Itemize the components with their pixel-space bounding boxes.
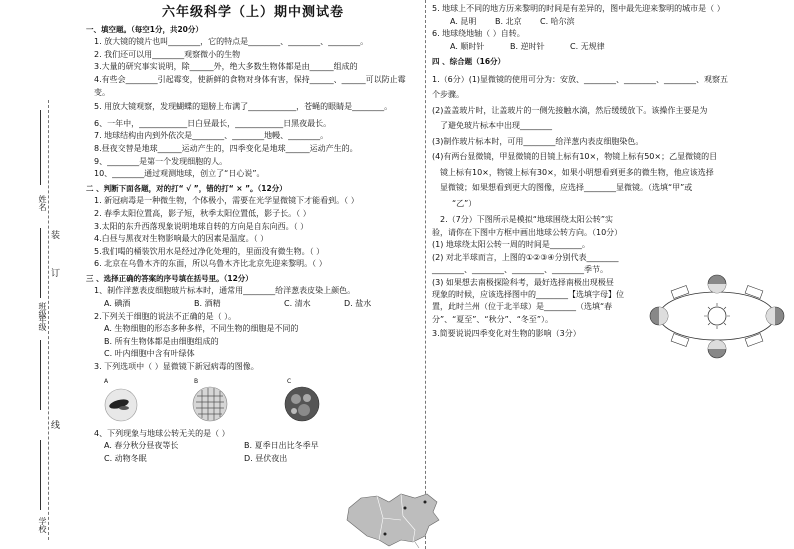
s3-q6-options [450, 41, 782, 54]
s3-q1-opt-d[interactable]: D. 盐水 [344, 299, 372, 309]
s4-p1-line-7: 镜上标有10×，物镜上标有30×，如果小明想看到更多的微生物，他应该选择 [440, 167, 714, 177]
microscope-image-a[interactable] [104, 388, 138, 422]
earth-orbit-diagram [644, 270, 790, 362]
s1-item-9: 9、________是第一个发现细胞的人。 [94, 156, 228, 166]
earth-position-top [708, 275, 726, 293]
class-label: 班级 [38, 302, 47, 318]
s4-p2-line-4: (2) 对北半球而言，上图的①②③④分别代表________ [432, 252, 619, 262]
section1-heading: 一、填空题。（每空1分，共20分） [86, 24, 203, 34]
s3-q4-options-row2 [104, 453, 420, 466]
s4-p3: 3.简要说说四季变化对生物的影响（3分） [432, 329, 581, 339]
s3-q1: 1、制作洋葱表皮细胞玻片标本时，通常用________给洋葱表皮染上颜色。 [94, 286, 356, 296]
s1-item-6: 6、一年中，____________日白昼最长，____________日黑夜最长。 [94, 118, 332, 128]
s4-p1-line-6: (4)有两台显微镜，甲显微镜的目镜上标有10×，物镜上标有50×；乙显微镜的目 [432, 152, 718, 162]
option-a-label: A [104, 377, 109, 385]
s3-q1-opt-c[interactable]: C. 清水 [284, 299, 311, 309]
class-blank[interactable] [40, 228, 41, 298]
grade-label: 年级 [38, 315, 47, 331]
option-c-label: C [287, 377, 292, 385]
s4-part2 [432, 214, 644, 326]
name-blank[interactable] [40, 110, 41, 185]
s1-item-5: 5. 用放大镜观察，发现蝴蝶的翅膀上布满了____________，苍蝇的眼睛是________。 [94, 102, 393, 112]
section4-heading: 四 、综合题（16分） [432, 57, 506, 67]
s3-q2-opt-b[interactable]: B. 所有生物体都是由细胞组成的 [104, 336, 219, 346]
s3-q2: 2.下列关于细胞的说法不正确的是（ ）。 [94, 311, 237, 321]
s3-q5-opt-a[interactable]: A. 昆明 [450, 16, 477, 26]
s4-p2-line-2: 验，请你在下图中方框中画出地球公转方向。（10分） [432, 227, 623, 237]
s3-q4: 4、下列现象与地球公转无关的是（ ） [94, 428, 230, 438]
s3-q5-opt-c[interactable]: C. 哈尔滨 [540, 16, 575, 26]
s4-p1-line-3: (2)盖盖玻片时，让盖玻片的一侧先接触水滴，然后缓缓放下。该操作主要是为 [432, 105, 708, 115]
s2-item-6: 6. 北京在乌鲁木齐的东面，所以乌鲁木齐比北京先迎来黎明。（ ） [94, 259, 327, 269]
s3-q6-opt-a[interactable]: A. 顺时针 [450, 41, 485, 51]
s3-q4-options-row1 [104, 440, 420, 453]
s3-q2-opt-c[interactable]: C. 叶内细胞中含有叶绿体 [104, 349, 195, 359]
page-title: 六年级科学（上）期中测试卷 [161, 5, 344, 20]
earth-position-bottom [708, 340, 726, 358]
s3-q5-opt-b[interactable]: B. 北京 [495, 16, 522, 26]
section3-heading: 三 、选择正确的答案的序号填在括号里。（12分） [86, 273, 253, 283]
name-label: 姓名 [38, 195, 47, 211]
s4-p2-line-3: (1) 地球绕太阳公转一周的时间是________。 [432, 240, 590, 250]
s3-q4-opt-a[interactable]: A. 春分秋分昼夜等长 [104, 441, 179, 451]
binding-mark-ding: 订 [51, 269, 61, 279]
s3-q1-opt-b[interactable]: B. 酒精 [194, 299, 221, 309]
s2-item-1: 1. 新冠病毒是一种微生物，个体极小，需要在光学显微镜下才能看到。（ ） [94, 196, 359, 206]
s3-q4-opt-d[interactable]: D. 昼伏夜出 [244, 453, 288, 463]
s4-p1-line-8: 显微镜；如果想看到更大的图像，应选择________显微镜。（选填“甲”或 [440, 183, 693, 193]
virus-image-options [104, 374, 420, 426]
s1-item-3: 3.大量的研究事实说明，除______外，绝大多数生物体都是由______组成的 [94, 62, 358, 72]
column-divider [425, 0, 426, 549]
school-blank[interactable] [40, 440, 41, 510]
binding-strip [0, 0, 60, 549]
s4-part1 [432, 72, 782, 212]
s3-q4-opt-b[interactable]: B. 夏季日出比冬季早 [244, 441, 319, 451]
s3-q4-opt-c[interactable]: C. 动物冬眠 [104, 453, 147, 463]
microscope-image-b[interactable] [192, 386, 228, 422]
s4-p1-line-1: 1.（6分）(1)显微镜的使用可分为：安放、________、________、________、观察五 [432, 74, 729, 84]
s4-p1-line-2: 个步骤。 [432, 90, 464, 100]
earth-position-left [650, 307, 668, 325]
school-label: 学校 [38, 517, 47, 533]
s4-p1-line-4: 了避免玻片标本中出现________ [440, 121, 552, 131]
binding-mark-zhuang: 装 [51, 231, 61, 241]
s1-item-1: 1. 放大镜的镜片也叫________，它的特点是________、________、________。 [94, 37, 369, 47]
microscope-image-c[interactable] [284, 386, 320, 422]
section2-heading: 二 、判断下面各题，对的打“ √ ”，错的打“ × ”。（12分） [86, 183, 287, 193]
binding-mark-xian: 线 [51, 421, 61, 431]
s4-p2-line-1: 2.（7分）下图所示是模拟“地球围绕太阳公转”实 [440, 215, 614, 225]
s3-q1-opt-a[interactable]: A. 碘酒 [104, 299, 131, 309]
s1-item-2: 2. 我们还可以用________观察微小的生物 [94, 49, 241, 59]
s4-p2-line-5: ________、________、________、________季节。 [432, 265, 608, 275]
s4-p1-line-9: “乙”） [452, 198, 477, 208]
option-b-label: B [194, 377, 199, 385]
left-column [86, 0, 420, 465]
s4-p2-line-7: 现象的时候，应该选择图中的________【选填字母】位 [432, 289, 624, 299]
grade-blank[interactable] [40, 340, 41, 410]
s1-item-7: 7. 地球结构由内到外依次是________、________地幔、________。 [94, 131, 329, 141]
s2-item-4: 4.白昼与黑夜对生物影响最大的因素是温度。（ ） [94, 234, 269, 244]
binding-dashed-line [48, 100, 49, 540]
s3-q6-opt-c[interactable]: C. 无规律 [570, 41, 605, 51]
s4-p1-line-5: (3)制作玻片标本时，可用________给洋葱内表皮细胞染色。 [432, 136, 644, 146]
s2-item-3: 3.太阳的东升西落现象说明地球自转的方向是自东向西。（ ） [94, 221, 309, 231]
s3-q5-options [450, 16, 782, 29]
s2-item-5: 5.我们喝的桶装饮用水是经过净化处理的，里面没有微生物。（ ） [94, 246, 325, 256]
s4-p2-line-9: 分”、“夏至”、“秋分”、“冬至”）。 [432, 314, 554, 324]
s1-item-4: 4.有些会________引起霉变，使新鲜的食物对身体有害，保持______、______可以防止霉变。 [94, 74, 406, 97]
s3-q1-options [104, 298, 420, 311]
s3-q6-opt-b[interactable]: B. 逆时针 [510, 41, 545, 51]
s3-q5: 5. 地球上不同的地方历来黎明的时间是有差异的，图中最先迎来黎明的城市是（ ） [432, 4, 725, 13]
s3-q3: 3. 下列选项中（ ）显微镜下新冠病毒的图像。 [94, 362, 259, 372]
s1-item-10: 10、________通过观测地球，创立了“日心说”。 [94, 169, 265, 179]
s3-q6: 6. 地球绕地轴（ ）自转。 [432, 29, 525, 39]
china-map-image [343, 490, 443, 548]
s4-p2-line-8: 置，此时兰州（位于北半球）是________（选填“春 [432, 302, 613, 312]
s1-item-8: 8.昼夜交替是地球______运动产生的，四季变化是地球______运动产生的。 [94, 143, 358, 153]
s4-p2-line-6: (3) 如果想去南极探险科考，最好选择南极出现极昼 [432, 277, 614, 287]
earth-position-right [766, 307, 784, 325]
s2-item-2: 2. 春季太阳位置高，影子短，秋季太阳位置低，影子长。（ ） [94, 208, 311, 218]
s3-q2-opt-a[interactable]: A. 生物细胞的形态多种多样，不同生物的细胞是不同的 [104, 324, 299, 334]
